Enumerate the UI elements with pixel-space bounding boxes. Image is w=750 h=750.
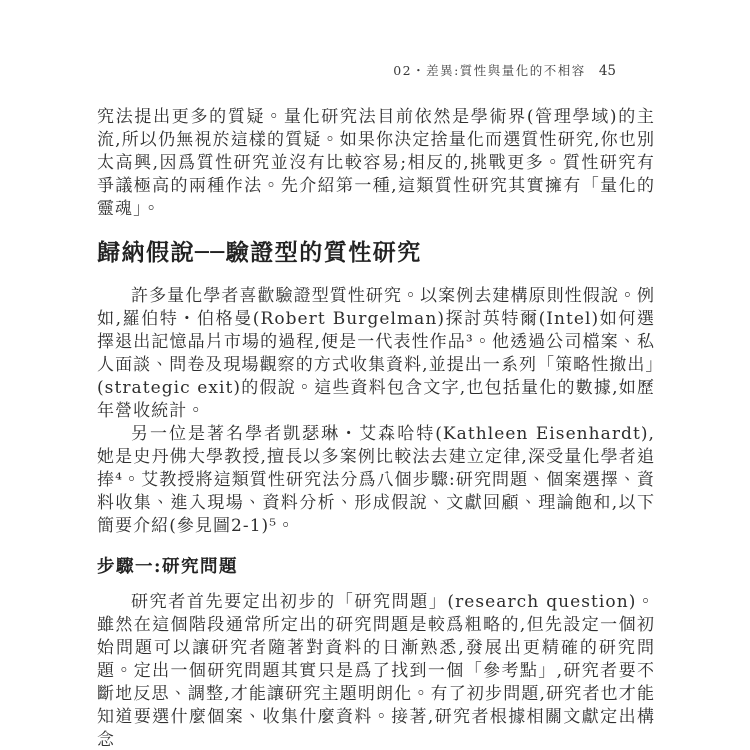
page-body xyxy=(97,106,655,750)
page-number: 45 xyxy=(598,63,616,79)
running-title: 02・差異:質性與量化的不相容 xyxy=(393,63,586,78)
section-heading: 歸納假說──驗證型的質性研究 xyxy=(97,239,422,266)
paragraph-continuation: 究法提出更多的質疑。量化研究法目前依然是學術界(管理學域)的主流,所以仍無視於這樣的質疑。如果你決定捨量化而選質性研究,你也別太高興,因爲質性研究並沒有比較容易;相反的,挑戰更多。質性研究有爭議極高的兩種作法。先介紹第一種,這類質性研究其實擁有「量化的靈魂」。 xyxy=(97,107,655,219)
paragraph-burgelman-example: 許多量化學者喜歡驗證型質性研究。以案例去建構原則性假說。例如,羅伯特・伯格曼(Robert Burgelman)探討英特爾(Intel)如何選擇退出記憶晶片市場的過程,便是一代表性作品³。他透過公司檔案、私人面談、問卷及現場觀察的方式收集資料,並提出一系列「策略性撤出」(strategic exit)的假說。這些資料包含文字,也包括量化的數據,如歷年營收統計。 xyxy=(97,286,655,421)
running-header xyxy=(393,61,616,79)
paragraph-eisenhardt-steps: 另一位是著名學者凱瑟琳・艾森哈特(Kathleen Eisenhardt),她是史丹佛大學教授,擅長以多案例比較法去建立定律,深受量化學者追捧⁴。艾教授將這類質性研究法分爲八個步驟:研究問題、個案選擇、資料收集、進入現場、資料分析、形成假說、文獻回顧、理論飽和,以下簡要介紹(參見圖2-1)⁵。 xyxy=(97,424,655,536)
paragraph-research-question: 研究者首先要定出初步的「研究問題」(research question)。雖然在這個階段通常所定出的研究問題是較爲粗略的,但先設定一個初始問題可以讓研究者隨著對資料的日漸熟悉,發展出更精確的研究問題。定出一個研究問題其實只是爲了找到一個「參考點」,研究者要不斷地反思、調整,才能讓研究主題明朗化。有了初步問題,研究者也才能知道要選什麼個案、收集什麼資料。接著,研究者根據相關文獻定出構念 xyxy=(97,592,655,750)
step-one-heading: 步驟一:研究問題 xyxy=(97,557,238,577)
